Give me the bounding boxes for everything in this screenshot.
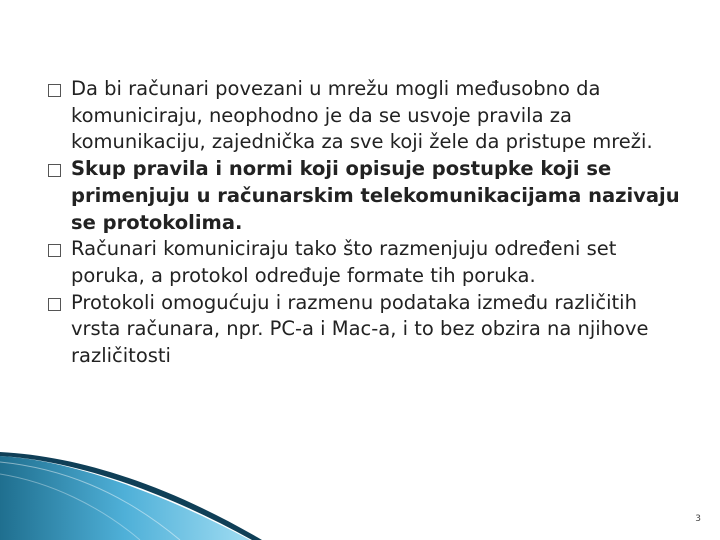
page-number: 3 [695, 514, 701, 524]
bullet-text: Skup pravila i normi koji opisuje postupke koji se primenjuju u računarskim telekomunikacijama nazivaju se protokolima. [71, 157, 680, 234]
checkbox-bullet-icon [48, 84, 61, 97]
checkbox-bullet-icon [48, 298, 61, 311]
bullet-text: Protokoli omogućuju i razmenu podataka između različitih vrsta računara, npr. PC-a i Mac-a, i to bez obzira na njihove različitosti [71, 290, 649, 368]
bullet-item [48, 236, 688, 289]
bullet-text: Da bi računari povezani u mrežu mogli međusobno da komuniciraju, neophodno je da se usvoje pravila za komunikaciju, zajednička za sve koji žele da pristupe mreži. [71, 77, 653, 154]
decorative-wave-shape [0, 450, 720, 540]
checkbox-bullet-icon [48, 164, 61, 177]
checkbox-bullet-icon [48, 244, 61, 257]
bullet-item [48, 156, 688, 236]
bullet-item [48, 290, 688, 370]
bullet-text: Računari komuniciraju tako što razmenjuju određeni set poruka, a protokol određuje formate tih poruka. [71, 237, 617, 287]
bullet-list [48, 76, 688, 370]
bullet-item [48, 76, 688, 156]
